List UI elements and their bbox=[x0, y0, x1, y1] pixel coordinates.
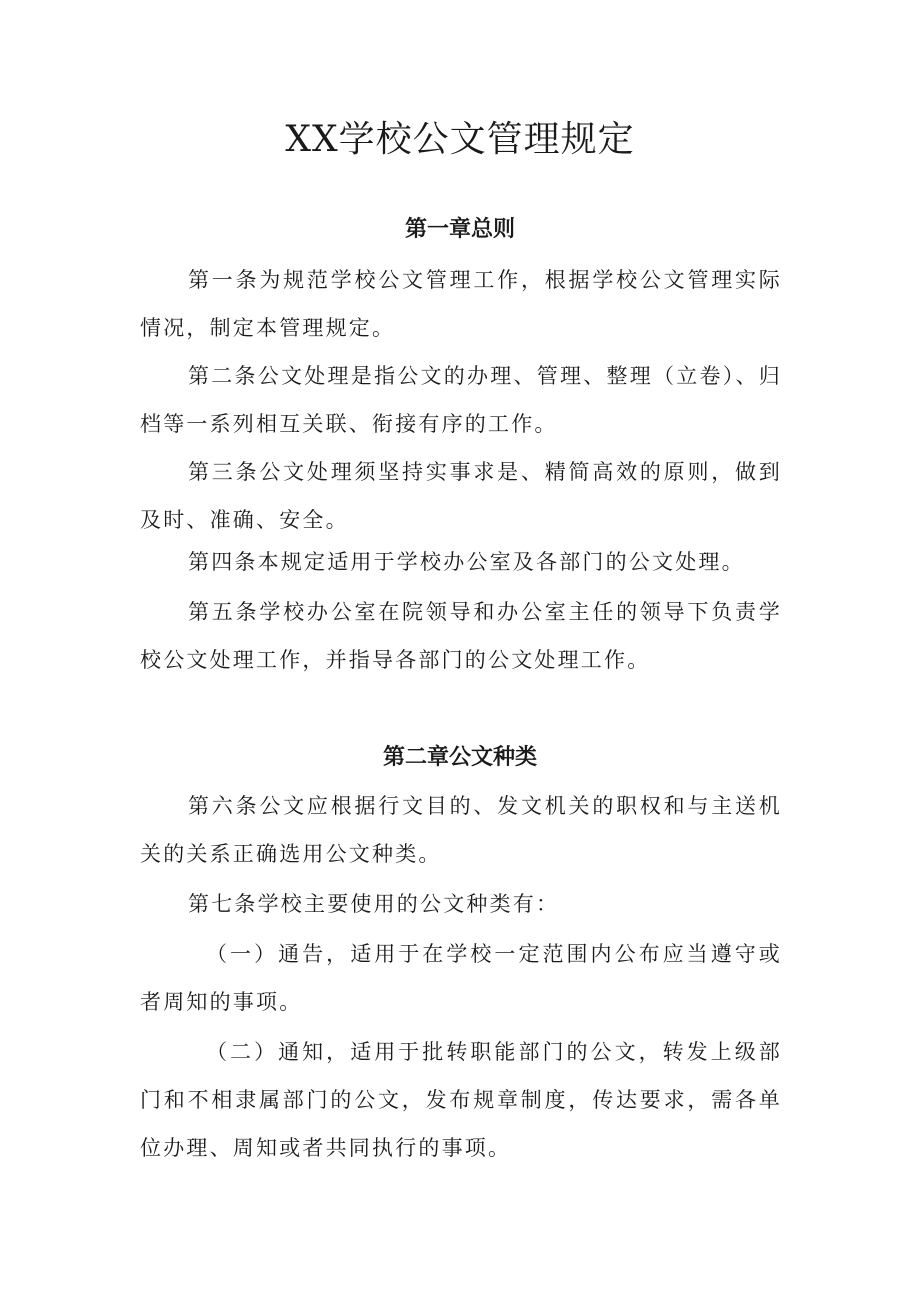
chapter-2-title: 第二章公文种类 bbox=[382, 745, 537, 770]
article-5: 第五条学校办公室在院领导和办公室主任的领导下负责学校公文处理工作，并指导各部门的公文处理工作。 bbox=[140, 600, 782, 672]
document-title: XX学校公文管理规定 bbox=[285, 119, 635, 160]
chapter-1-title: 第一章总则 bbox=[404, 217, 515, 242]
article-3: 第三条公文处理须坚持实事求是、精简高效的原则，做到及时、准确、安全。 bbox=[140, 460, 782, 532]
article-7-item-2: （二）通知，适用于批转职能部门的公文，转发上级部门和不相隶属部门的公文，发布规章制度，传达要求，需各单位办理、周知或者共同执行的事项。 bbox=[140, 1040, 782, 1160]
article-7: 第七条学校主要使用的公文种类有： bbox=[188, 892, 560, 916]
article-2: 第二条公文处理是指公文的办理、管理、整理（立卷）、归档等一系列相互关联、衔接有序的工作。 bbox=[140, 364, 782, 436]
article-1: 第一条为规范学校公文管理工作，根据学校公文管理实际情况，制定本管理规定。 bbox=[140, 268, 782, 340]
article-7-item-1: （一）通告，适用于在学校一定范围内公布应当遵守或者周知的事项。 bbox=[140, 942, 782, 1014]
article-4: 第四条本规定适用于学校办公室及各部门的公文处理。 bbox=[188, 550, 745, 574]
article-6: 第六条公文应根据行文目的、发文机关的职权和与主送机关的关系正确选用公文种类。 bbox=[140, 794, 782, 866]
